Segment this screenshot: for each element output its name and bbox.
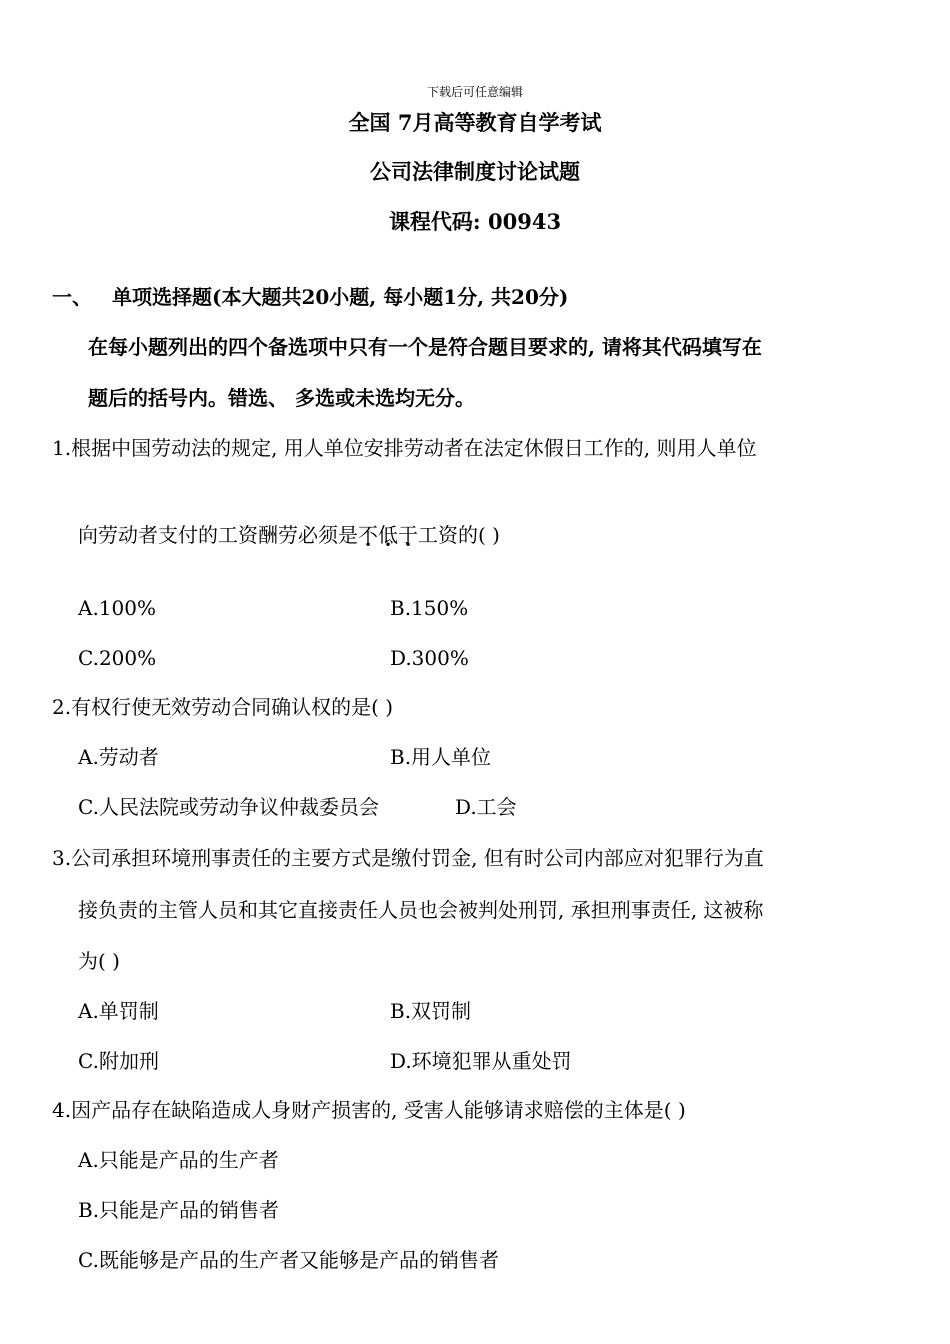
question-3-option-a: A.单罚制 (78, 999, 159, 1023)
header-note: 下载后可任意编辑 (426, 85, 523, 99)
question-2-option-d: D.工会 (455, 795, 517, 819)
question-1-line2-post: 工资的( ) (418, 523, 500, 547)
course-code: 课程代码: 00943 (388, 209, 562, 234)
emphasis-char-1: 不 (358, 523, 378, 547)
question-1-line1: 1.根据中国劳动法的规定, 用人单位安排劳动者在法定休假日工作的, 则用人单位 (52, 436, 757, 460)
question-2-option-b: B.用人单位 (390, 745, 492, 769)
question-3-line3: 为( ) (78, 949, 120, 973)
question-2-option-c: C.人民法院或劳动争议仲裁委员会 (78, 795, 379, 819)
question-1-option-b: B.150% (390, 596, 469, 620)
question-3-line2: 接负责的主管人员和其它直接责任人员也会被判处刑罚, 承担刑事责任, 这被称 (78, 898, 764, 922)
section-instruction-line1: 在每小题列出的四个备选项中只有一个是符合题目要求的, 请将其代码填写在 (88, 335, 762, 359)
emphasis-char-2: 低 (378, 523, 398, 547)
question-2-line1: 2.有权行使无效劳动合同确认权的是( ) (52, 695, 394, 719)
question-4-option-b: B.只能是产品的销售者 (78, 1198, 280, 1222)
question-1-option-d: D.300% (390, 646, 469, 670)
question-1-option-c: C.200% (78, 646, 157, 670)
question-3-option-c: C.附加刑 (78, 1049, 159, 1073)
exam-title: 全国 7月高等教育自学考试 (348, 110, 602, 135)
question-3-option-b: B.双罚制 (390, 999, 472, 1023)
question-4-line1: 4.因产品存在缺陷造成人身财产损害的, 受害人能够请求赔偿的主体是( ) (52, 1098, 686, 1122)
question-1-option-a: A.100% (78, 596, 156, 620)
question-3-line1: 3.公司承担环境刑事责任的主要方式是缴付罚金, 但有时公司内部应对犯罪行为直 (52, 846, 764, 870)
emphasis-char-3: 于 (398, 523, 418, 547)
question-3-option-d: D.环境犯罪从重处罚 (390, 1049, 572, 1073)
course-title: 公司法律制度讨论试题 (370, 159, 580, 184)
section-number: 一、 (52, 285, 92, 309)
question-1-line2 (78, 525, 500, 545)
question-4-option-a: A.只能是产品的生产者 (78, 1148, 279, 1172)
section-heading: 单项选择题(本大题共20小题, 每小题1分, 共20分) (112, 285, 569, 309)
question-2-option-a: A.劳动者 (78, 745, 159, 769)
question-4-option-c: C.既能够是产品的生产者又能够是产品的销售者 (78, 1248, 499, 1272)
section-instruction-line2: 题后的括号内。错选、 多选或未选均无分。 (88, 386, 475, 410)
question-1-line2-pre: 向劳动者支付的工资酬劳必须是 (78, 523, 358, 547)
